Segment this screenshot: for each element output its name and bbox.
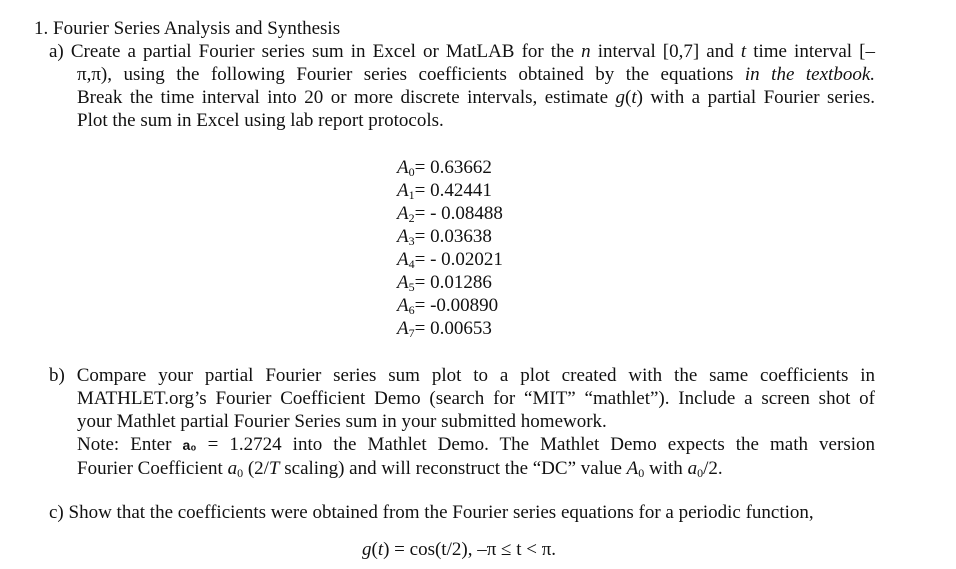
- section-heading: 1. Fourier Series Analysis and Synthesis: [34, 18, 341, 39]
- coefficient-row: $A_4= - 0.02021$: [397, 249, 503, 271]
- part-b-line-5: Fourier Coefficient $a_0$ (2/T scaling) and will reconstruct the “DC” value $A_0$ with $a_0/2$.: [77, 458, 723, 480]
- coefficient-list: [397, 156, 503, 340]
- part-b-paragraph: [49, 364, 875, 480]
- part-a-paragraph: [49, 40, 875, 132]
- part-c-paragraph: c) Show that the coefficients were obtained from the Fourier series equations for a periodic function,: [49, 502, 814, 523]
- coefficient-row: $A_5= 0.01286$: [397, 272, 492, 294]
- part-a-line-4: Plot the sum in Excel using lab report protocols.: [77, 110, 444, 131]
- function-equation: g(t) = cos(t/2), –π ≤ t < π.: [362, 539, 557, 560]
- coefficient-row: $A_6= -0.00890$: [397, 295, 499, 317]
- coefficient-row: $A_3= 0.03638$: [397, 226, 492, 248]
- coefficient-row: $A_2= - 0.08488$: [397, 203, 503, 225]
- part-a-line-1: a) Create a partial Fourier series sum in Excel or MatLAB for the n interval [0,7] and t time interval [–: [49, 41, 875, 62]
- part-b-line-1: b) Compare your partial Fourier series sum plot to a plot created with the same coefficients in: [49, 365, 875, 386]
- coefficient-row: $A_0= 0.63662$: [397, 157, 492, 179]
- part-a-line-3: Break the time interval into 20 or more discrete intervals, estimate g(t) with a partial Fourier series.: [77, 87, 875, 108]
- part-a-line-2: π,π), using the following Fourier series coefficients obtained by the equations in the textbook.: [77, 64, 876, 85]
- part-b-line-2: MATHLET.org’s Fourier Coefficient Demo (search for “MIT” “mathlet”). Include a screen shot of: [77, 388, 875, 409]
- part-b-line-4: Note: Enter a₀ = 1.2724 into the Mathlet Demo. The Mathlet Demo expects the math version: [77, 434, 875, 455]
- coefficient-row: $A_7= 0.00653$: [397, 318, 492, 340]
- coefficient-row: $A_1= 0.42441$: [397, 180, 492, 202]
- part-b-line-3: your Mathlet partial Fourier Series sum in your submitted homework.: [77, 411, 607, 432]
